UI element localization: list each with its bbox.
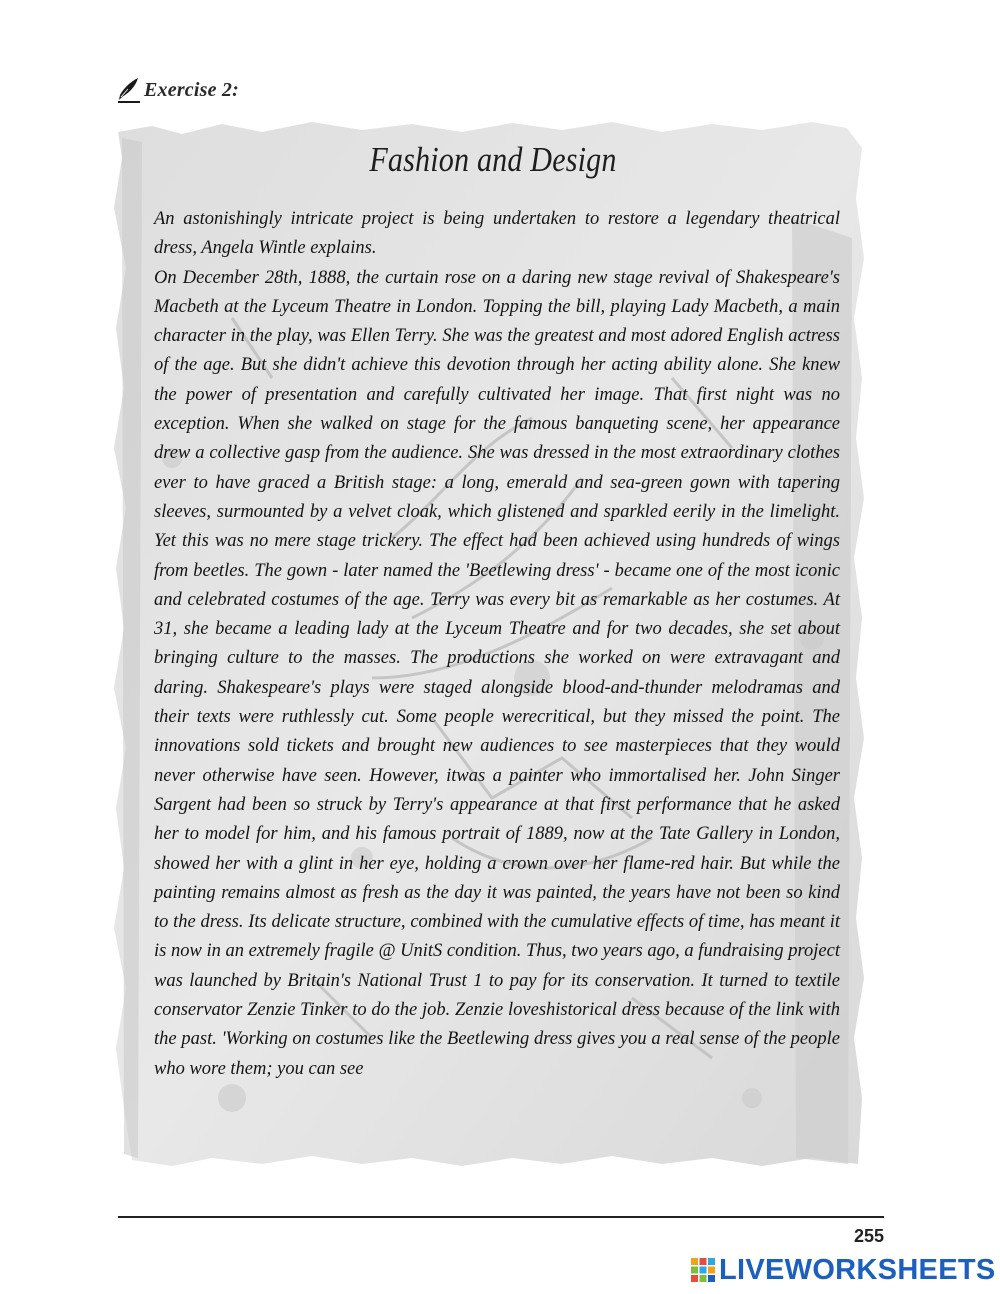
quill-pen-icon xyxy=(116,76,142,104)
article-content xyxy=(154,205,840,1084)
footer-divider xyxy=(118,1216,884,1218)
article-title: Fashion and Design xyxy=(369,140,617,179)
page-number: 255 xyxy=(853,1226,884,1246)
exercise-label: Exercise 2: xyxy=(144,78,239,101)
article-body: On December 28th, 1888, the curtain rose on a daring new stage revival of Shakespeare's Macbeth at the Lyceum Theatre in London. Topping the bill, playing Lady Macbeth, a main character in the play, was Ellen Terry. She was the greatest and most adored English actress of the age. But she didn't achieve this devotion through her acting ability alone. She knew the power of presentation and carefully cultivated her image. That first night was no exception. When she walked on stage for the famous banqueting scene, her appearance drew a collective gasp from the audience. She was dressed in the most extraordinary clothes ever to have graced a British stage: a long, emerald and sea-green gown with tapering sleeves, surmounted by a velvet cloak, which glistened and sparkled eerily in the limelight. Yet this was no mere stage trickery. The effect had been achieved using hundreds of wings from beetles. The gown - later named the 'Beetlewing dress' - became one of the most iconic and celebrated costumes of the age. Terry was every bit as remarkable as her costumes. At 31, she became a leading lady at the Lyceum Theatre and for two decades, she set about bringing culture to the masses. The productions she worked on were extravagant and daring. Shakespeare's plays were staged alongside blood-and-thunder melodramas and their texts were ruthlessly cut. Some people werecritical, but they missed the point. The innovations sold tickets and brought new audiences to see masterpieces that they would never otherwise have seen. However, itwas a painter who immortalised her. John Singer Sargent had been so struck by Terry's appearance at that first performance that he asked her to model for him, and his famous portrait of 1889, now at the Tate Gallery in London, showed her with a glint in her eye, holding a crown over her flame-red hair. But while the painting remains almost as fresh as the day it was painted, the years have not been so kind to the dress. Its delicate structure, combined with the cumulative effects of time, has meant it is now in an extremely fragile @ UnitS condition. Thus, two years ago, a fundraising project was launched by Britain's National Trust 1 to pay for its conservation. It turned to textile conservator Zenzie Tinker to do the job. Zenzie loveshistorical dress because of the link with the past. 'Working on costumes like the Beetlewing dress gives you a real sense of the people who wore them; you can see xyxy=(154,267,840,1079)
article-standfirst: An astonishingly intricate project is being undertaken to restore a legendary theatrical dress, Angela Wintle explains. xyxy=(154,209,840,259)
liveworksheets-brand xyxy=(690,1254,996,1286)
exercise-heading xyxy=(116,76,239,104)
brand-name: LIVEWORKSHEETS xyxy=(719,1253,996,1286)
liveworksheets-logo-icon xyxy=(690,1257,716,1283)
